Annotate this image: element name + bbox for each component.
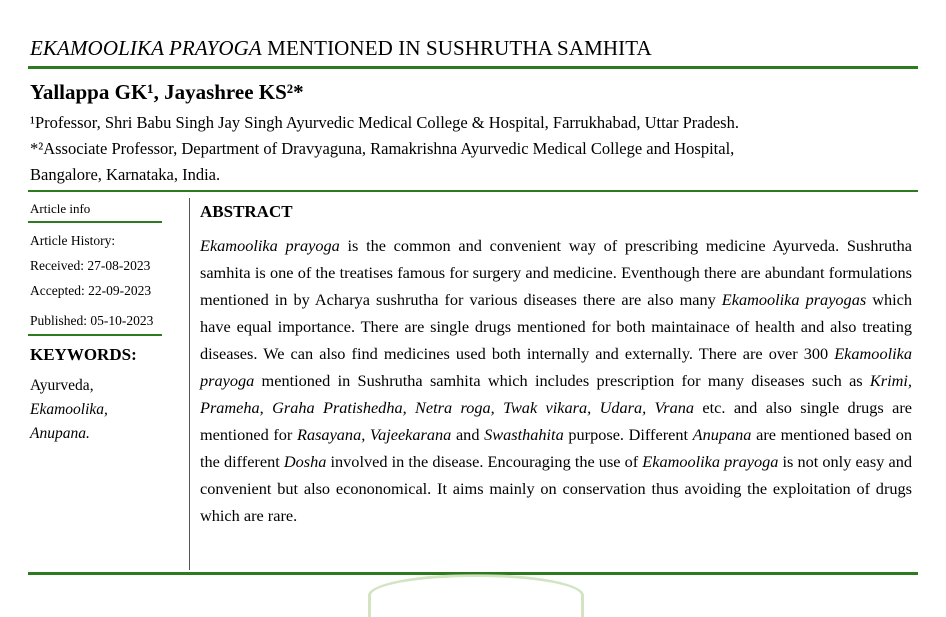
keywords-rule	[28, 334, 162, 336]
abstract-text: purpose. Different	[563, 425, 693, 444]
article-history-label: Article History:	[30, 233, 116, 248]
abstract-italic-term: Ekamoolika prayogas	[721, 290, 867, 309]
paper-title-italic: EKAMOOLIKA PRAYOGA	[30, 36, 262, 60]
keyword-item: Ayurveda,	[30, 377, 94, 394]
abstract-italic-term: Rasayana, Vajeekarana	[297, 425, 452, 444]
abstract-text: involved in the disease. Encouraging the use of	[326, 452, 643, 471]
article-info-label: Article info	[30, 201, 91, 216]
author-list: Yallappa GK¹, Jayashree KS²*	[30, 80, 304, 104]
keyword-item: Ekamoolika,	[30, 401, 108, 418]
accepted-date: Accepted: 22-09-2023	[30, 283, 152, 298]
abstract-text: etc. and also single drugs are mentioned for	[200, 398, 912, 444]
abstract-italic-term: Anupana	[692, 425, 752, 444]
received-date: Received: 27-08-2023	[30, 258, 151, 273]
abstract-text: which have equal importance. There are single drugs mentioned for both maintainace of health and also treating diseases. We can also find medicines used both internally and externally. There are over 300	[200, 290, 913, 363]
abstract-heading: ABSTRACT	[200, 202, 293, 221]
affiliation-2: *²Associate Professor, Department of Dravyaguna, Ramakrishna Ayurvedic Medical College and Hospital,	[30, 139, 735, 158]
abstract-text: and	[451, 425, 485, 444]
published-date: Published: 05-10-2023	[30, 313, 154, 328]
abstract-text: is the common and convenient way of prescribing medicine Ayurveda. Sushrutha samhita is one of the treatises famous for surgery and medicine. Eventhough there are abundant formulations mentioned in by Acharya sushrutha for various diseases there are also many	[200, 236, 912, 309]
abstract-text: are mentioned based on the different	[200, 425, 912, 471]
abstract-italic-term: Ekamoolika prayoga	[200, 344, 912, 390]
title-rule	[28, 66, 918, 69]
abstract-italic-term: Ekamoolika prayoga	[200, 236, 340, 255]
abstract-italic-term: Swasthahita	[484, 425, 564, 444]
affiliation-2-cont: Bangalore, Karnataka, India.	[30, 165, 221, 184]
abstract-text: mentioned in Sushrutha samhita which includes prescription for many diseases such as	[254, 371, 870, 390]
abstract-body	[200, 232, 912, 529]
header-rule	[28, 190, 918, 192]
abstract-italic-term: Dosha	[283, 452, 327, 471]
abstract-italic-term: Ekamoolika prayoga	[642, 452, 779, 471]
affiliation-1: ¹Professor, Shri Babu Singh Jay Singh Ayurvedic Medical College & Hospital, Farrukhabad, Uttar Pradesh.	[30, 113, 739, 132]
keywords-heading: KEYWORDS:	[30, 345, 137, 364]
abstract-italic-term: Krimi, Prameha, Graha Pratishedha, Netra roga, Twak vikara, Udara, Vrana	[200, 371, 912, 417]
paper-title	[30, 36, 652, 61]
article-info-rule	[28, 221, 162, 223]
keyword-item: Anupana.	[30, 425, 90, 442]
paper-title-rest: MENTIONED IN SUSHRUTHA SAMHITA	[261, 36, 652, 60]
column-divider	[189, 198, 190, 570]
journal-seal-watermark	[368, 574, 584, 617]
abstract-text: is not only easy and convenient but also econonomical. It aims mainly on conservation thus avoiding the exploitation of drugs which are rare.	[200, 452, 912, 525]
